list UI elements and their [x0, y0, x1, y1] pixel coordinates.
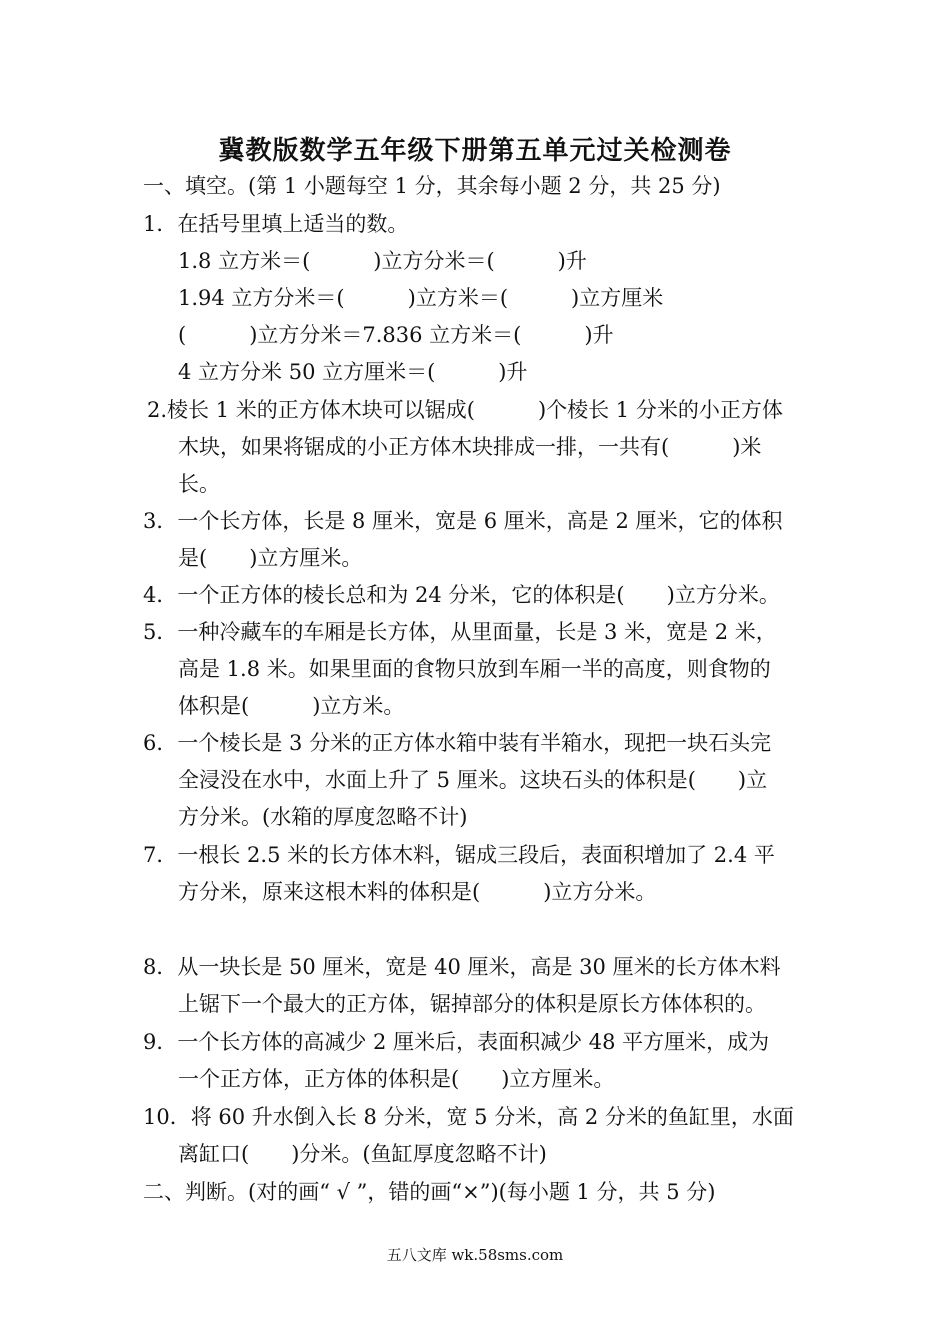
question-9-line-1: 9．一个长方体的高减少 2 厘米后，表面积减少 48 平方厘米，成为 — [143, 1030, 770, 1054]
question-1-item-a: 1.8 立方米＝( )立方分米＝( )升 — [178, 249, 587, 273]
question-1-item-c: ( )立方分米＝7.836 立方米＝( )升 — [178, 323, 614, 347]
section-1-heading: 一、填空。(第 1 小题每空 1 分，其余每小题 2 分，共 25 分) — [143, 174, 721, 198]
question-5-line-2: 高是 1.8 米。如果里面的食物只放到车厢一半的高度，则食物的 — [178, 657, 771, 681]
question-2-line-1: 2.棱长 1 米的正方体木块可以锯成( )个棱长 1 分米的小正方体 — [147, 398, 783, 422]
question-8-line-2: 上锯下一个最大的正方体，锯掉部分的体积是原长方体体积的。 — [178, 992, 766, 1016]
question-6-line-1: 6．一个棱长是 3 分米的正方体水箱中装有半箱水，现把一块石头完 — [143, 731, 772, 755]
question-3-line-2: 是( )立方厘米。 — [178, 546, 363, 570]
question-3-line-1: 3．一个长方体，长是 8 厘米，宽是 6 厘米，高是 2 厘米，它的体积 — [143, 509, 783, 533]
question-5-line-1: 5．一种冷藏车的车厢是长方体，从里面量，长是 3 米，宽是 2 米， — [143, 620, 777, 644]
question-2-line-3: 长。 — [178, 472, 220, 496]
question-6-line-2: 全浸没在水中，水面上升了 5 厘米。这块石头的体积是( )立 — [178, 768, 768, 792]
question-5-line-3: 体积是( )立方米。 — [178, 694, 405, 718]
page-footer: 五八文库 wk.58sms.com — [386, 1246, 564, 1264]
question-10-line-1: 10．将 60 升水倒入长 8 分米，宽 5 分米，高 2 分米的鱼缸里，水面 — [143, 1105, 794, 1129]
question-9-line-2: 一个正方体，正方体的体积是( )立方厘米。 — [178, 1067, 615, 1091]
question-7-line-2: 方分米，原来这根木料的体积是( )立方分米。 — [178, 880, 657, 904]
question-4-line-1: 4．一个正方体的棱长总和为 24 分米，它的体积是( )立方分米。 — [143, 583, 780, 607]
question-2-line-2: 木块，如果将锯成的小正方体木块排成一排，一共有( )米 — [178, 435, 762, 459]
question-1-item-d: 4 立方分米 50 立方厘米＝( )升 — [178, 360, 528, 384]
question-6-line-3: 方分米。(水箱的厚度忽略不计) — [178, 805, 468, 829]
section-2-heading: 二、判断。(对的画“ √ ”，错的画“×”)(每小题 1 分，共 5 分) — [143, 1180, 716, 1204]
question-10-line-2: 离缸口( )分米。(鱼缸厚度忽略不计) — [178, 1142, 547, 1166]
question-7-line-1: 7．一根长 2.5 米的长方体木料，锯成三段后，表面积增加了 2.4 平 — [143, 843, 775, 867]
question-1-stem: 1．在括号里填上适当的数。 — [143, 212, 409, 236]
question-1-item-b: 1.94 立方分米＝( )立方米＝( )立方厘米 — [178, 286, 664, 310]
page-title: 冀教版数学五年级下册第五单元过关检测卷 — [218, 136, 732, 166]
question-8-line-1: 8．从一块长是 50 厘米，宽是 40 厘米，高是 30 厘米的长方体木料 — [143, 955, 781, 979]
